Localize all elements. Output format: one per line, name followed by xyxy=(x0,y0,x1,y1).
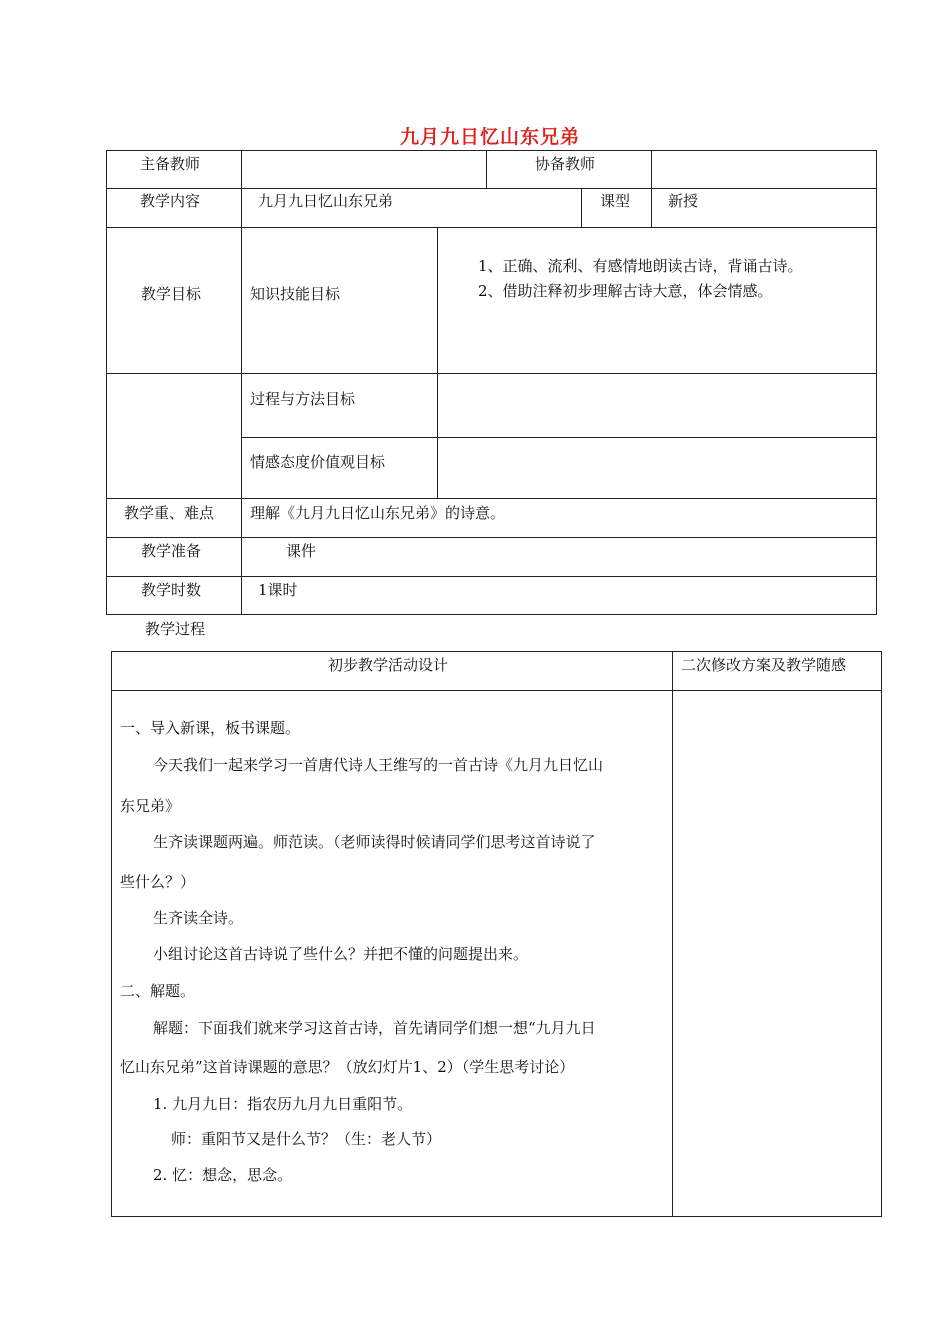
hours-label: 教学时数 xyxy=(141,581,202,599)
process-heading: 教学过程 xyxy=(145,620,206,638)
knowledge-goal-item: 2、借助注释初步理解古诗大意，体会情感。 xyxy=(478,282,773,300)
lesson-line: 师：重阳节又是什么节？（生：老人节） xyxy=(171,1130,442,1148)
lesson-line: 些什么？） xyxy=(120,873,196,891)
activity-design-header: 初步教学活动设计 xyxy=(328,656,449,674)
lesson-line: 一、导入新课，板书课题。 xyxy=(120,719,301,737)
lesson-type-label: 课型 xyxy=(600,192,631,210)
emotion-goal-label: 情感态度价值观目标 xyxy=(250,453,386,471)
lesson-line: 2. 忆：想念，思念。 xyxy=(153,1166,293,1184)
lesson-line: 东兄弟》 xyxy=(120,797,181,815)
lesson-line: 1. 九月九日：指农历九月九日重阳节。 xyxy=(153,1095,413,1113)
main-teacher-label: 主备教师 xyxy=(140,155,201,173)
revision-notes-header: 二次修改方案及教学随感 xyxy=(681,656,847,674)
goals-label: 教学目标 xyxy=(141,285,202,303)
lesson-line: 小组讨论这首古诗说了些什么？并把不懂的问题提出来。 xyxy=(153,945,529,963)
knowledge-goal-label: 知识技能目标 xyxy=(250,285,341,303)
lesson-line: 生齐读全诗。 xyxy=(153,909,244,927)
preparation-value: 课件 xyxy=(286,542,317,560)
content-value: 九月九日忆山东兄弟 xyxy=(258,192,394,210)
lesson-type-value: 新授 xyxy=(668,192,699,210)
key-points-value: 理解《九月九日忆山东兄弟》的诗意。 xyxy=(250,504,506,522)
key-points-label: 教学重、难点 xyxy=(124,504,215,522)
knowledge-goal-item: 1、正确、流利、有感情地朗读古诗，背诵古诗。 xyxy=(478,257,803,275)
co-teacher-label: 协备教师 xyxy=(535,155,596,173)
document-title: 九月九日忆山东兄弟 xyxy=(399,126,580,148)
hours-value: 1课时 xyxy=(258,581,298,599)
lesson-line: 解题：下面我们就来学习这首古诗，首先请同学们想一想“九月九日 xyxy=(153,1019,596,1037)
content-label: 教学内容 xyxy=(140,192,201,210)
preparation-label: 教学准备 xyxy=(141,542,202,560)
lesson-line: 二、解题。 xyxy=(120,982,196,1000)
lesson-line: 今天我们一起来学习一首唐代诗人王维写的一首古诗《九月九日忆山 xyxy=(153,756,604,774)
process-goal-label: 过程与方法目标 xyxy=(250,390,356,408)
lesson-line: 生齐读课题两遍。师范读。（老师读得时候请同学们思考这首诗说了 xyxy=(153,833,596,851)
lesson-line: 忆山东兄弟”这首诗课题的意思？（放幻灯片1、2）（学生思考讨论） xyxy=(120,1058,575,1076)
